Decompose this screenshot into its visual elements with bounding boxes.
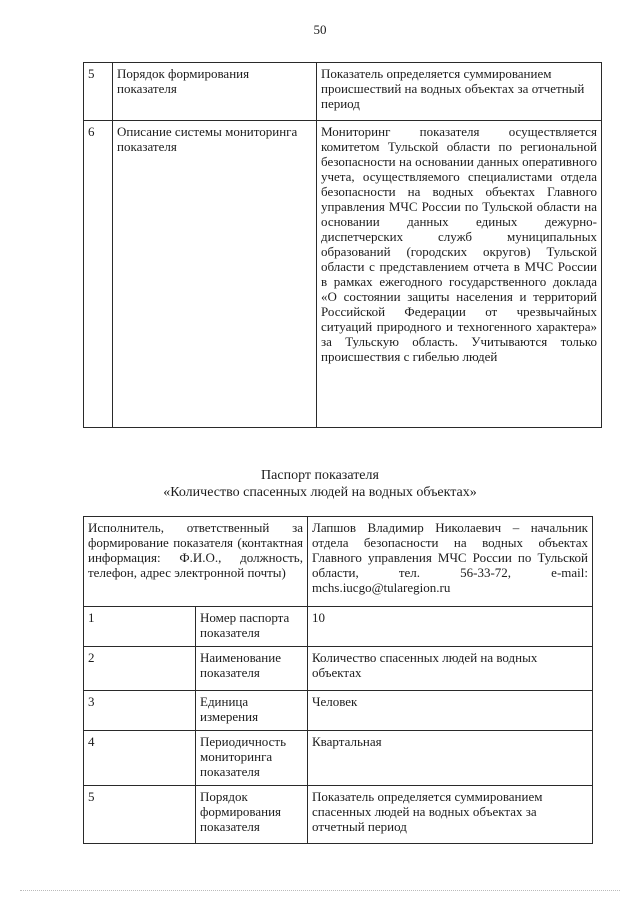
table-row <box>84 786 593 844</box>
table-row <box>84 691 593 731</box>
row-label: Порядок формирования показателя <box>113 63 317 121</box>
executor-row <box>84 517 593 607</box>
row-number: 4 <box>84 731 196 786</box>
table-row <box>84 607 593 647</box>
row-value: Человек <box>308 691 593 731</box>
row-value: Мониторинг показателя осуществляется комитетом Тульской области по региональной безопасности на основании данных оперативного учета, осуществляемого специалистами отдела безопасности на водных объектах Главного управления МЧС России по Тульской области на основании данных единых дежурно-диспетчерских служб муниципальных образований (городских округов) Тульской области с представлением отчета в МЧС России в рамках ежегодного государственного доклада «О состоянии защиты населения и территорий Российской Федерации от чрезвычайных ситуаций природного и техногенного характера» за Тульскую область. Учитываются только происшествия с гибелью людей <box>317 121 602 428</box>
row-label: Периодичность мониторинга показателя <box>196 731 308 786</box>
passport-title <box>0 467 640 501</box>
table-row <box>84 121 602 428</box>
row-value: Показатель определяется суммированием происшествий на водных объектах за отчетный период <box>317 63 602 121</box>
row-value: Показатель определяется суммированием спасенных людей на водных объектах за отчетный период <box>308 786 593 844</box>
row-label: Описание системы мониторинга показателя <box>113 121 317 428</box>
row-number: 6 <box>84 121 113 428</box>
row-value: Квартальная <box>308 731 593 786</box>
page-number: 50 <box>313 22 327 37</box>
indicator-passport-table <box>83 516 593 844</box>
passport-title-line2: «Количество спасенных людей на водных объектах» <box>163 485 477 500</box>
row-number: 2 <box>84 647 196 691</box>
table-row <box>84 731 593 786</box>
row-label: Единица измерения <box>196 691 308 731</box>
table-row <box>84 647 593 691</box>
row-number: 1 <box>84 607 196 647</box>
row-number: 3 <box>84 691 196 731</box>
passport-title-line1: Паспорт показателя <box>261 468 379 483</box>
table-row <box>84 63 602 121</box>
row-number: 5 <box>84 63 113 121</box>
row-label: Номер паспорта показателя <box>196 607 308 647</box>
scan-artifact-line <box>20 887 620 891</box>
row-label: Порядок формирования показателя <box>196 786 308 844</box>
row-value: 10 <box>308 607 593 647</box>
row-value: Количество спасенных людей на водных объектах <box>308 647 593 691</box>
executor-value: Лапшов Владимир Николаевич – начальник отдела безопасности на водных объектах Главного управления МЧС России по Тульской области, тел. 56-33-72, e-mail: mchs.iucgo@tularegion.ru <box>308 517 593 607</box>
indicator-table-continued <box>83 62 602 428</box>
executor-label: Исполнитель, ответственный за формирование показателя (контактная информация: Ф.И.О., должность, телефон, адрес электронной почты) <box>84 517 308 607</box>
row-label: Наименование показателя <box>196 647 308 691</box>
row-number: 5 <box>84 786 196 844</box>
